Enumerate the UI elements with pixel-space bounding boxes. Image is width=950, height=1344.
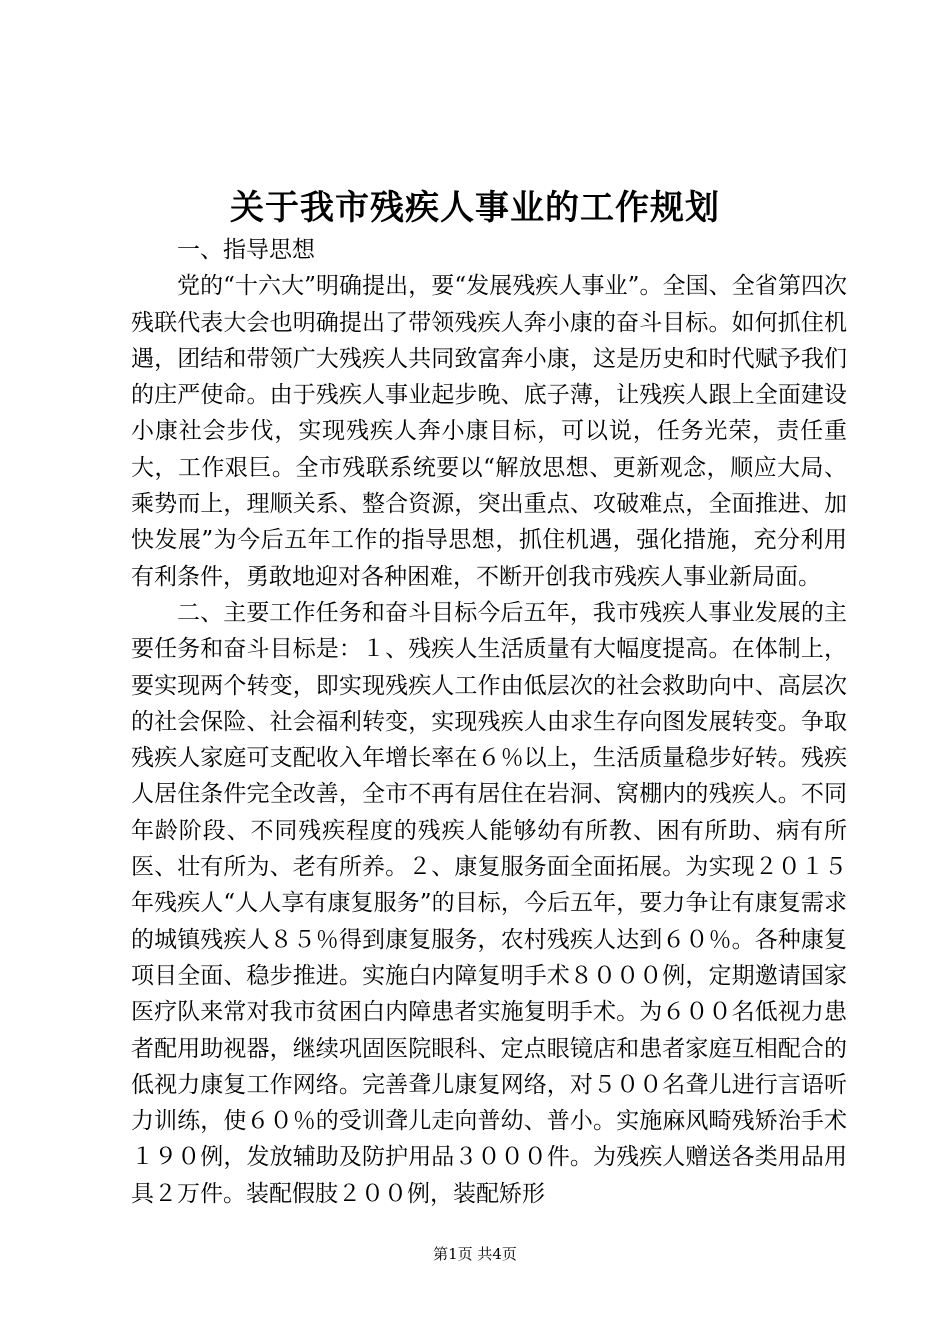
document-title: 关于我市残疾人事业的工作规划: [230, 188, 720, 228]
paragraph-main-tasks: 二、主要工作任务和奋斗目标今后五年，我市残疾人事业发展的主要任务和奋斗目标是：１、残疾人生活质量有大幅度提高。在体制上，要实现两个转变，即实现残疾人工作由低层次的社会救助向中、高层次的社会保险、社会福利转变，实现残疾人由求生存向图发展转变。争取残疾人家庭可支配收入年增长率在６％以上，生活质量稳步好转。残疾人居住条件完全改善，全市不再有居住在岩洞、窝棚内的残疾人。不同年龄阶段、不同残疾程度的残疾人能够幼有所教、困有所助、病有所医、壮有所为、老有所养。２、康复服务面全面拓展。为实现２０１５年残疾人“人人享有康复服务”的目标，今后五年，要力争让有康复需求的城镇残疾人８５％得到康复服务，农村残疾人达到６０％。各种康复项目全面、稳步推进。实施白内障复明手术８０００例，定期邀请国家医疗队来常对我市贫困白内障患者实施复明手术。为６００名低视力患者配用助视器，继续巩固医院眼科、定点眼镜店和患者家庭互相配合的低视力康复工作网络。完善聋儿康复网络，对５００名聋儿进行言语听力训练，使６０％的受训聋儿走向普幼、普小。实施麻风畸残矫治手术１９０例，发放辅助及防护用品３０００件。为残疾人赠送各类用品用具２万件。装配假肢２００例，装配矫形: [131, 599, 847, 1207]
page-number-footer: 第1页 共4页: [433, 1245, 517, 1263]
document-body: [131, 232, 847, 1212]
paragraph-guiding-ideology: 党的“十六大”明确提出，要“发展残疾人事业”。全国、全省第四次残联代表大会也明确提出了带领残疾人奔小康的奋斗目标。如何抓住机遇，团结和带领广大残疾人共同致富奔小康，这是历史和时代赋予我们的庄严使命。由于残疾人事业起步晚、底子薄，让残疾人跟上全面建设小康社会步伐，实现残疾人奔小康目标，可以说，任务光荣，责任重大，工作艰巨。全市残联系统要以“解放思想、更新观念，顺应大局、乘势而上，理顺关系、整合资源，突出重点、攻破难点，全面推进、加快发展”为今后五年工作的指导思想，抓住机遇，强化措施，充分利用有利条件，勇敢地迎对各种困难，不断开创我市残疾人事业新局面。: [131, 273, 847, 590]
section-heading-guiding-ideology: 一、指导思想: [177, 237, 315, 263]
